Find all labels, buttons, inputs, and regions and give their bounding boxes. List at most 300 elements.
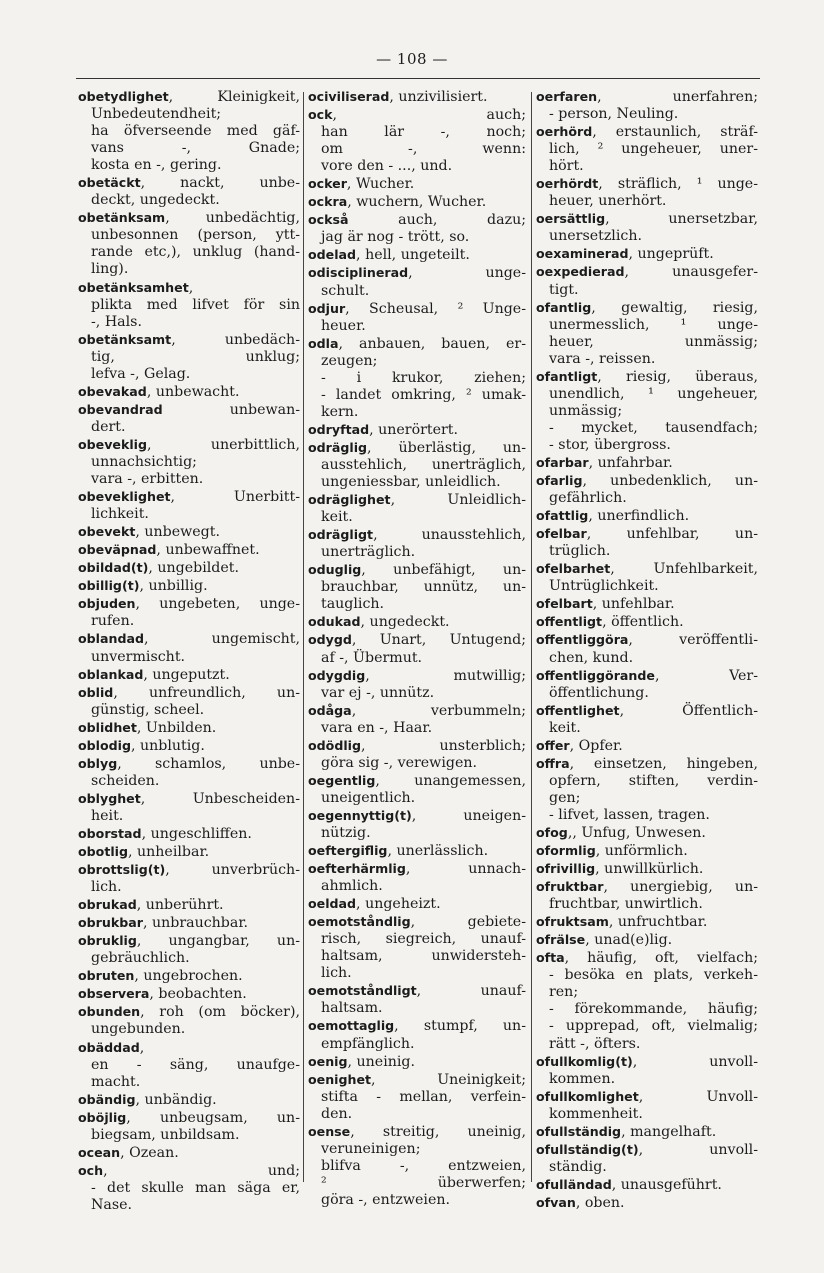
dictionary-entry [78,719,300,737]
entry-definition-text: , Ver- [654,667,758,684]
entry-continuation-line [78,1127,300,1144]
entry-definition-text: , ungebildet. [148,560,239,577]
entry-first-line [308,491,526,509]
entry-first-line [536,1088,758,1106]
entry-definition-text: , beobachten. [149,986,247,1003]
entry-headword: ofruktsam [536,914,609,930]
entry-continuation-line [308,1089,526,1106]
entry-definition-text: gen; [549,789,581,806]
entry-first-line [78,1091,300,1109]
entry-continuation-line [78,1074,300,1091]
entry-definition-text: , Unart, Untugend; [351,632,526,649]
entry-definition-text: , häufig, oft, vielfach; [564,950,758,967]
entry-continuation-line [78,950,300,967]
entry-first-line [308,264,526,282]
entry-first-line [536,507,758,525]
entry-definition-text: , oben. [575,1194,625,1211]
entry-definition-text: lich, ² ungeheuer, uner- [549,141,758,158]
entry-definition-text: , unheilbar. [128,844,210,861]
entry-first-line [536,613,758,631]
entry-definition-text: , Kleinigkeit, [168,89,300,105]
entry-continuation-line [536,967,758,984]
entry-definition-text: fruchtbar, unwirtlich. [549,896,703,913]
entry-definition-text: , ungebeten, unge- [135,596,300,613]
entry-definition-text: unbewan- [162,401,300,418]
entry-headword: oblodig [78,737,131,753]
entry-first-line [78,790,300,808]
entry-first-line [536,1176,758,1194]
entry-definition-text: var ej -, unnütz. [321,684,435,701]
entry-headword: obildad(t) [78,560,149,576]
entry-definition-text: biegsam, unbildsam. [91,1126,240,1143]
entry-headword: obeveklighet [78,489,171,505]
entry-continuation-line [308,353,526,370]
entry-definition-text: ² überwerfen; [321,1174,526,1191]
entry-definition-text: - lifvet, lassen, tragen. [549,806,710,823]
entry-definition-text: , Unfehlbarkeit, [610,561,758,578]
dictionary-entry [78,88,300,174]
entry-continuation-line [78,879,300,896]
entry-definition-text: , ungeputzt. [143,666,230,683]
entry-definition-text: , ungangbar, un- [136,933,300,950]
entry-headword: oblidhet [78,719,137,735]
entry-headword: ofullständig(t) [536,1141,639,1157]
entry-continuation-line [536,685,758,702]
entry-definition-text: , nackt, unbe- [140,175,300,192]
dictionary-entry [78,967,300,985]
entry-first-line [78,1003,300,1021]
entry-headword: odygd [308,632,352,648]
entry-definition-text: , unfehlbar, un- [586,526,758,543]
entry-definition-text: gebräuchlich. [91,950,190,967]
dictionary-entry [536,667,758,702]
entry-definition-text: heuer. [321,317,366,334]
entry-continuation-line [536,106,758,123]
entry-headword: oense [308,1123,351,1139]
entry-headword: odla [308,335,339,351]
entry-continuation-line [78,419,300,436]
entry-first-line [78,436,300,454]
dictionary-entry [536,1053,758,1088]
entry-headword: ofelbar [536,526,587,542]
entry-definition-text: , hell, ungeteilt. [356,247,470,264]
entry-first-line [536,878,758,896]
entry-definition-text: vara -, erbitten. [91,471,204,488]
entry-definition-text: - mycket, tausendfach; [549,419,758,436]
entry-definition-text: , Wucher. [346,176,415,193]
entry-first-line [78,630,300,648]
entry-headword: odåga [308,702,352,718]
entry-definition-text: , veröffentli- [628,632,758,649]
entry-headword: ociviliserad [308,89,390,104]
entry-first-line [536,595,758,613]
entry-continuation-line [308,650,526,667]
entry-continuation-line [78,297,300,314]
dictionary-entry [78,630,300,665]
entry-headword: obevakad [78,383,147,399]
entry-headword: odräglig [308,439,368,455]
entry-definition-text: , unbefähigt, un- [361,562,526,579]
entry-continuation-line [536,1106,758,1123]
entry-definition-text: , stumpf, un- [394,1018,526,1035]
entry-headword: ofelbart [536,596,593,612]
entry-definition-text: kosta en -, gering. [91,157,222,174]
entry-definition-text: unermesslich, ¹ unge- [549,316,758,333]
entry-headword: obunden [78,1004,141,1020]
entry-continuation-line [308,229,526,246]
entry-definition-text: lefva -, Gelag. [91,365,191,382]
entry-continuation-line [536,158,758,175]
entry-headword: ofarbar [536,454,589,470]
entry-headword: oenighet [308,1071,372,1087]
entry-first-line [78,843,300,861]
entry-headword: obruten [78,968,135,984]
entry-headword: ock [308,107,333,123]
entry-headword: oenig [308,1053,348,1069]
entry-definition-text: rätt -, öfters. [549,1035,641,1052]
entry-definition-text: , unad(e)lig. [585,932,673,949]
entry-first-line [78,932,300,950]
dictionary-entry [308,702,526,737]
entry-headword: obruklig [78,933,137,949]
entry-definition-text: , unerlässlich. [387,843,489,860]
entry-headword: obillig(t) [78,578,140,594]
dictionary-entry [78,401,300,436]
entry-definition-text: , wuchern, Wucher. [347,194,487,211]
entry-definition-text: - upprepad, oft, vielmalig; [549,1018,758,1035]
dictionary-entry [308,106,526,175]
dictionary-entry [536,949,758,1052]
entry-headword: ofantlig [536,299,592,315]
dictionary-entry [536,210,758,245]
entry-definition-text: , unbedenklich, un- [582,473,758,490]
entry-first-line [308,1071,526,1089]
dictionary-entry [536,824,758,842]
entry-first-line [78,666,300,684]
entry-continuation-line [536,984,758,1001]
entry-continuation-line [308,404,526,421]
dictionary-entry [78,1091,300,1109]
entry-headword: oeftergiflig [308,843,388,859]
entry-headword: ofattlig [536,508,589,524]
entry-definition-text: brauchbar, unnütz, un- [321,579,526,596]
entry-definition-text: unnachsichtig; [91,453,197,470]
dictionary-entry [78,666,300,684]
entry-continuation-line [78,649,300,666]
entry-continuation-line [308,544,526,561]
entry-continuation-line [536,720,758,737]
dictionary-entry [536,878,758,913]
dictionary-entry [536,931,758,949]
entry-first-line [536,702,758,720]
entry-definition-text: , unwillkürlich. [595,861,704,878]
entry-definition-text: - i krukor, ziehen; [321,369,526,386]
dictionary-entry [308,421,526,439]
entry-first-line [308,1053,526,1071]
entry-definition-text: , riesig, überaus, [597,368,758,385]
dictionary-entry [536,175,758,210]
dictionary-entry [536,1088,758,1123]
entry-definition-text: ren; [549,984,579,1001]
dictionary-entry [308,439,526,491]
entry-definition-text: om -, wenn: [321,141,526,158]
entry-definition-text: macht. [91,1073,141,1090]
entry-definition-text: , sträflich, ¹ unge- [598,176,758,193]
entry-definition-text: göra -, entzweien. [321,1191,451,1208]
entry-continuation-line [308,825,526,842]
entry-definition-text: nützig. [321,824,371,841]
entry-headword: ofantligt [536,368,598,384]
dictionary-entry [308,631,526,666]
entry-definition-text: , unförmlich. [595,843,688,860]
entry-definition-text: göra sig -, verewigen. [321,754,477,771]
dictionary-entry [308,807,526,842]
entry-headword: oblyg [78,755,118,771]
entry-headword: och [78,1162,104,1178]
entry-headword: obäddad [78,1039,140,1055]
entry-definition-text: , unvoll- [638,1141,758,1158]
entry-first-line [536,667,758,685]
dictionary-entry [78,383,300,401]
entry-first-line [536,525,758,543]
entry-continuation-line [536,790,758,807]
entry-headword: ofulländad [536,1176,612,1192]
entry-definition-text: , Uneinigkeit; [371,1071,526,1088]
entry-definition-text: lichkeit. [91,506,149,523]
entry-first-line [308,667,526,685]
entry-definition-text: plikta med lifvet för sin [91,296,300,313]
entry-first-line [536,123,758,141]
entry-definition-text: , ungedeckt. [360,614,450,631]
entry-continuation-line [536,386,758,403]
entry-definition-text: , unersetzbar, [605,211,758,228]
entry-definition-text: unersetzlich. [549,228,642,245]
entry-definition-text: , uneigen- [411,807,526,824]
entry-continuation-line [308,720,526,737]
entry-definition-text: chen, kund. [549,649,634,666]
entry-definition-text: , unzivilisiert. [389,89,488,105]
entry-continuation-line [308,1192,526,1209]
entry-continuation-line [536,896,758,913]
dictionary-entry [78,595,300,630]
entry-headword: oemotståndligt [308,983,417,999]
entry-definition-text: , ungeprüft. [628,246,714,263]
entry-definition-text: haltsam, unwidersteh- [321,948,526,965]
entry-continuation-line [536,228,758,245]
entry-headword: odödlig [308,737,361,753]
dictionary-entry [78,1162,300,1214]
entry-definition-text: ungebunden. [91,1021,186,1038]
entry-definition-text: , unberührt. [136,897,224,914]
entry-headword: obetänksam [78,210,166,226]
dictionary-entry [78,523,300,541]
entry-continuation-line [536,650,758,667]
entry-definition-text: heuer, unmässig; [549,333,758,350]
entry-definition-text: rufen. [91,613,135,630]
entry-first-line [536,931,758,949]
dictionary-entry [536,631,758,666]
entry-continuation-line [536,334,758,351]
entry-first-line [78,541,300,559]
dictionary-entry [536,525,758,560]
entry-first-line [308,772,526,790]
entry-definition-text: , unfehlbar. [592,596,675,613]
entry-first-line [308,702,526,720]
page-number: — 108 — [376,50,448,68]
entry-definition-text: , mutwillig; [365,667,526,684]
entry-definition-text: vara -, reissen. [549,350,656,367]
dictionary-entry [536,755,758,824]
entry-continuation-line [308,1106,526,1123]
entry-first-line [78,595,300,613]
entry-continuation-line [536,317,758,334]
entry-headword: oblyghet [78,790,141,806]
entry-first-line [78,209,300,227]
entry-definition-text: , Unvoll- [638,1088,758,1105]
entry-definition-text: , unergiebig, un- [603,879,758,896]
dictionary-entry [308,193,526,211]
entry-definition-text: , unerörtert. [369,421,458,438]
dictionary-entry [308,860,526,895]
entry-headword: odryftad [308,421,370,437]
entry-continuation-line [78,1057,300,1074]
entry-definition-text: , ungemischt, [143,631,300,648]
entry-headword: odelad [308,247,357,263]
entry-first-line [308,631,526,649]
entry-definition-text: , überlästig, un- [367,439,526,456]
entry-headword: ofrivillig [536,861,596,877]
entry-definition-text: , unvoll- [632,1053,758,1070]
dictionary-entry [308,88,526,106]
entry-definition-text: , unge- [408,265,526,282]
entry-definition-text: ha öfverseende med gäf- [91,123,300,140]
entry-definition-text: , unausstehlich, [373,527,526,544]
dictionary-entry [308,1071,526,1123]
entry-headword: oerfaren [536,89,598,104]
entry-definition-text: ling). [91,261,129,278]
entry-headword: odrägligt [308,527,374,543]
entry-continuation-line [536,282,758,299]
entry-definition-text: , Ozean. [120,1144,179,1161]
entry-definition-text: , unfreundlich, un- [113,684,300,701]
entry-continuation-line [308,878,526,895]
entry-headword: ofelbarhet [536,561,611,577]
entry-headword: offer [536,737,570,753]
entry-first-line [536,454,758,472]
entry-definition-text: , ungebrochen. [134,968,243,985]
entry-definition-text: , ungeheizt. [356,896,441,913]
dictionary-entry [308,246,526,264]
dictionary-entry [308,737,526,772]
entry-definition-text: , unbedächtig, [165,210,300,227]
dictionary-entry [536,595,758,613]
entry-definition-text: , schamlos, unbe- [117,755,300,772]
entry-definition-text: , unbedäch- [171,331,300,348]
entry-first-line [78,523,300,541]
entry-definition-text: veruneinigen; [321,1140,421,1157]
entry-headword: oduglig [308,562,362,578]
entry-definition-text: , unfruchtbar. [608,914,708,931]
dictionary-entry [78,279,300,331]
entry-definition-text: , unbillig. [139,578,208,595]
entry-first-line [78,401,300,419]
entry-definition-text: , unangemessen, [375,772,526,789]
dictionary-entry [308,175,526,193]
entry-definition-text: keit. [321,509,353,526]
entry-first-line [536,842,758,860]
entry-headword: oegennyttig(t) [308,807,412,823]
entry-definition-text: zeugen; [321,352,378,369]
entry-continuation-line [308,158,526,175]
entry-first-line [308,246,526,264]
entry-definition-text: uneigentlich. [321,789,416,806]
entry-first-line [536,824,758,842]
entry-headword: obrukbar [78,915,143,931]
entry-headword: offentliggöra [536,632,629,648]
entry-definition-text: han lär -, noch; [321,124,526,141]
entry-definition-text: rande etc,), unklug (hand- [91,244,300,261]
entry-definition-text: stifta - mellan, verfein- [321,1088,526,1105]
entry-definition-text: , Unbescheiden- [140,790,300,807]
entry-headword: ofullkomlighet [536,1088,639,1104]
entry-definition-text: risch, siegreich, unauf- [321,931,526,948]
entry-first-line [78,1039,300,1057]
entry-definition-text: unvermischt. [91,648,186,665]
entry-first-line [536,299,758,317]
dictionary-entry [308,264,526,299]
entry-headword: oformlig [536,843,596,859]
entry-definition-text: ,, Unfug, Unwesen. [567,824,706,841]
entry-continuation-line [78,506,300,523]
entry-continuation-line [308,1141,526,1158]
entry-headword: ofog [536,824,568,840]
entry-definition-text: lich. [91,879,122,896]
entry-definition-text: , roh (om böcker), [140,1004,300,1021]
entry-first-line [78,383,300,401]
entry-continuation-line [536,490,758,507]
entry-definition-text: Untrüglichkeit. [549,578,659,595]
entry-continuation-line [308,931,526,948]
entry-headword: ocker [308,176,347,192]
entry-continuation-line [536,773,758,790]
entry-definition-text: , unauf- [416,983,526,1000]
entry-headword: observera [78,986,150,1002]
entry-continuation-line [536,420,758,437]
entry-first-line [308,860,526,878]
entry-definition-text: , Öffentlich- [619,702,758,719]
entry-definition-text: ausstehlich, unerträglich, [321,456,526,473]
entry-continuation-line [78,613,300,630]
entry-continuation-line [536,403,758,420]
entry-first-line [308,807,526,825]
entry-definition-text: , [139,1039,145,1056]
entry-definition-text: , Unerbitt- [170,489,300,506]
entry-first-line [536,949,758,967]
dictionary-entry [308,613,526,631]
dictionary-entry [78,577,300,595]
dictionary-entry [308,842,526,860]
entry-definition-text: , unnach- [405,861,526,878]
entry-headword: odygdig [308,667,366,683]
dictionary-entry [536,1123,758,1141]
entry-headword: oefterhärmlig [308,861,406,877]
entry-continuation-line [308,685,526,702]
entry-headword: oböjlig [78,1109,127,1125]
entry-definition-text: vans -, Gnade; [91,140,300,157]
entry-first-line [78,88,300,106]
entry-definition-text: , unerfindlich. [588,508,690,525]
entry-definition-text: , Scheusal, ² Unge- [345,300,526,317]
